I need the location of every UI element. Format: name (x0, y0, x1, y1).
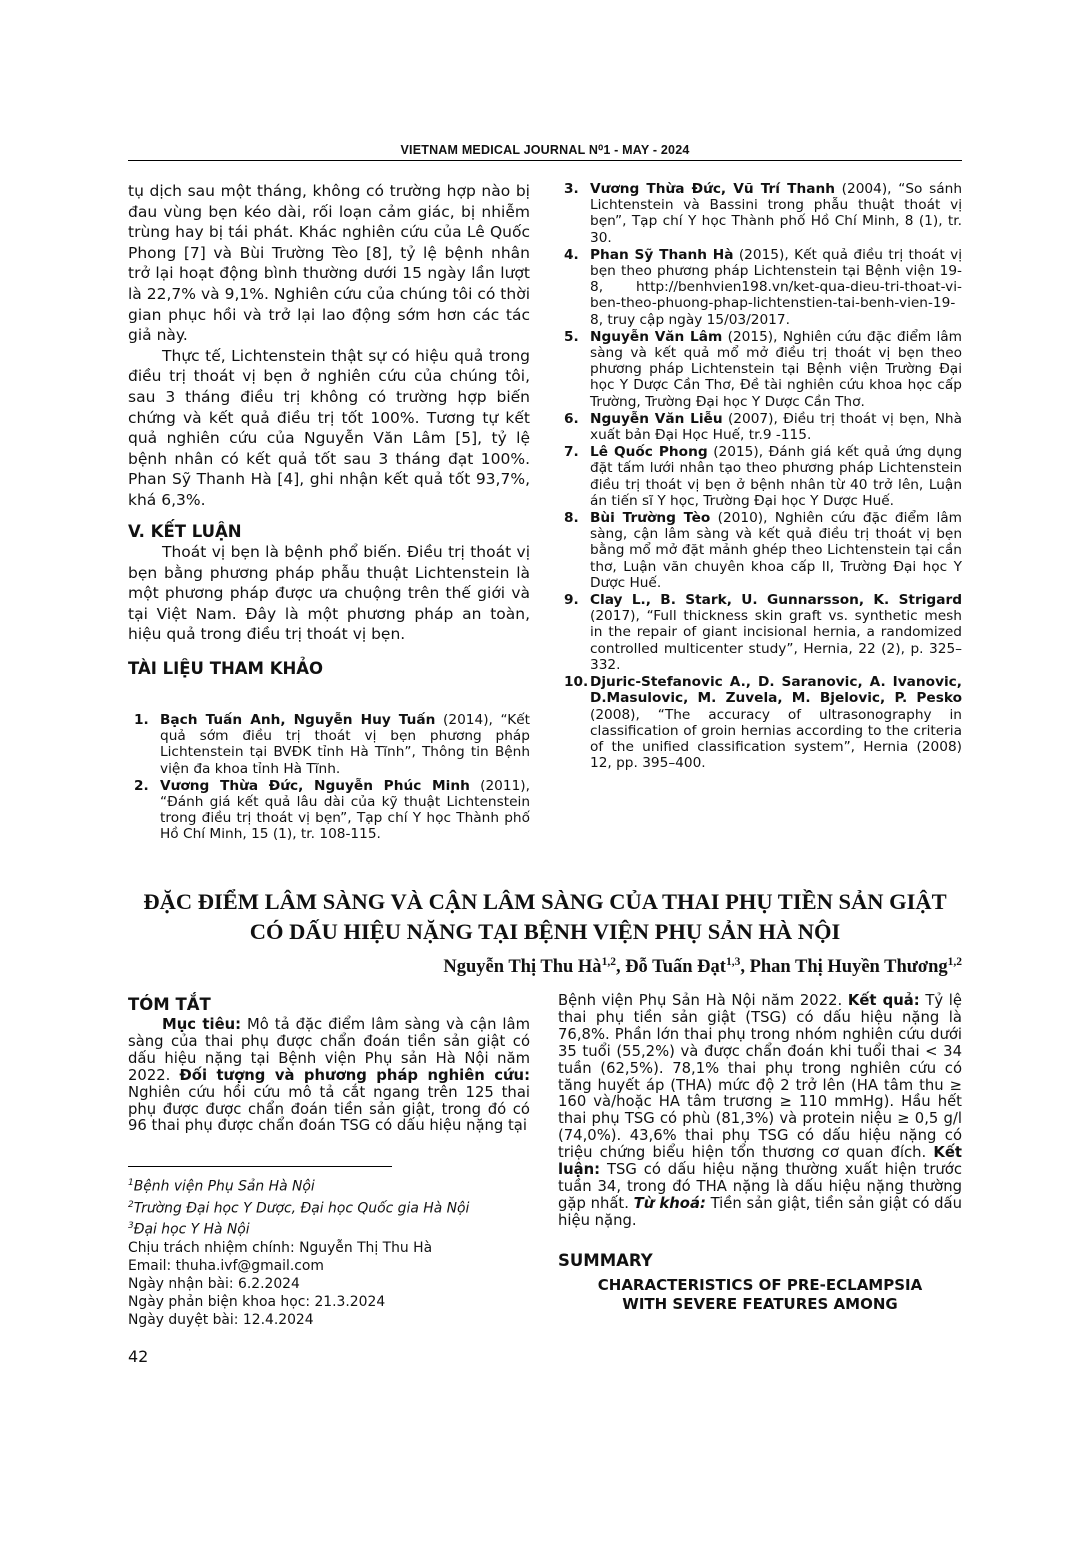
date-reviewed: Ngày phản biện khoa học: 21.3.2024 (128, 1293, 386, 1310)
summary-title (558, 1276, 962, 1314)
page-number: 42 (128, 1347, 149, 1366)
keywords-text: Tiền sản giật, tiền sản giật có dấu hiệu nặng. (558, 1194, 962, 1229)
reference-authors: Vương Thừa Đức, Nguyễn Phúc Minh (160, 777, 470, 794)
left-column-body (128, 181, 530, 680)
results-intro: Bệnh viện Phụ Sản Hà Nội năm 2022. (558, 992, 848, 1009)
summary-title-line-2: WITH SEVERE FEATURES AMONG (622, 1295, 898, 1313)
reference-item (558, 247, 962, 328)
reference-number: 5. (564, 328, 579, 345)
reference-item (128, 712, 530, 777)
abstract-paragraph (128, 1017, 530, 1135)
author-affiliation: 1,3 (725, 956, 741, 968)
summary-heading: SUMMARY (558, 1251, 653, 1270)
reference-item (558, 329, 962, 410)
reference-item (558, 592, 962, 673)
reference-text: (2007), Điều trị thoát vị bẹn, Nhà xuất bản Đại Học Huế, tr.9 -115. (590, 410, 962, 444)
reference-authors: Bùi Trường Tèo (590, 510, 711, 527)
methods-label: Đối tượng và phương pháp nghiên cứu: (179, 1066, 530, 1084)
email: Email: thuha.ivf@gmail.com (128, 1257, 324, 1274)
conclusion-heading: V. KẾT LUẬN (128, 521, 242, 541)
affiliation-1 (128, 1174, 528, 1196)
affiliation-text: Bệnh viện Phụ Sản Hà Nội (133, 1178, 315, 1195)
affiliation-mark: 1 (128, 1178, 134, 1188)
reference-text: (2015), Đánh giá kết quả ứng dụng đặt tấm lưới nhân tạo theo phương pháp Lichtenstein điều trị thoát vị bẹn ở bệnh nhân từ 40 trở lên, Luận án tiến sĩ Y học, Trường Đại học Y Dược Huế. (590, 444, 963, 509)
reference-authors: Bạch Tuấn Anh, Nguyễn Huy Tuấn (160, 712, 436, 728)
reference-authors: Nguyễn Văn Lâm (590, 328, 723, 345)
abstract-heading: TÓM TẮT (128, 995, 211, 1014)
reference-text: (2010), Nghiên cứu đặc điểm lâm sàng, cận lâm sàng và kết quả điều trị thoát vị bẹn bằng mổ mở đặt mảnh ghép theo Lichtenstein tại cần thơ, Luận văn chuyên khoa cấp II, Trường Đại học Y Dược Huế. (590, 510, 962, 591)
reference-item (558, 510, 962, 591)
author-name: Phan Thị Huyền Thương (749, 957, 948, 978)
reference-item (558, 674, 962, 771)
reference-authors: Phan Sỹ Thanh Hà (590, 246, 734, 263)
affiliation-3 (128, 1217, 528, 1239)
date-accepted: Ngày duyệt bài: 12.4.2024 (128, 1311, 314, 1328)
reference-text: (2015), Kết quả điều trị thoát vị bẹn theo phương pháp Lichtenstein tại Bệnh viện 19-8, http://benhvien198.vn/ket-qua-dieu-tri-thoat-vi-ben-theo-phuong-phap-lichtenstien-tai-benh-vien-19-8, truy cập ngày 15/03/2017. (590, 246, 962, 328)
results-text: Tỷ lệ thai phụ tiền sản giật (TSG) có dấu hiệu nặng là 76,8%. Phần lớn thai phụ trong nhóm nghiên cứu dưới 35 tuổi (55,2%) và được chẩn đoán khi tuổi thai < 34 tuần (62,5%). 78,1% thai phụ trong nghiên cứu có tăng huyết áp (THA) mức độ 2 trở lên (HA tâm thu ≥ 160 và/hoặc HA tâm trương ≥ 110 mmHg). Hầu hết thai phụ TSG có phù (81,3%) và protein niệu ≥ 0,5 g/l (74,0%). 43,6% thai phụ TSG có dấu hiệu nặng có triệu chứng biểu hiện tổn thương cơ quan đích. (558, 992, 962, 1162)
running-header: VIETNAM MEDICAL JOURNAL N⁰1 - MAY - 2024 (400, 143, 690, 157)
abstract-conclusion-text: TSG có dấu hiệu nặng thường xuất hiện trước tuần 34, trong đó THA nặng là dấu hiệu nặng thường gặp nhất. (558, 1161, 962, 1212)
reference-text: (2014), “Kết quả sớm điều trị thoát vị bẹn phương pháp Lichtenstein tại BVĐK tỉnh Hà Tĩnh”, Thông tin Bệnh viện đa khoa tỉnh Hà Tĩnh. (160, 712, 530, 777)
reference-authors: Clay L., B. Stark, U. Gunnarsson, K. Strigard (590, 592, 962, 609)
author-name: Nguyễn Thị Thu Hà (443, 957, 602, 978)
article-title-line-1: ĐẶC ĐIỂM LÂM SÀNG VÀ CẬN LÂM SÀNG CỦA THAI PHỤ TIỀN SẢN GIẬT (143, 889, 947, 914)
footnote-rule (128, 1166, 392, 1167)
discussion-paragraph-1: tụ dịch sau một tháng, không có trường hợp nào bị đau vùng bẹn kéo dài, rối loạn cảm giác, bị nhiễm trùng hay bị tái phát. Khác nghiên cứu của Lê Quốc Phong [7] và Bùi Trường Tèo [8], tỷ lệ bệnh nhân trở lại hoạt động bình thường dưới 15 ngày lần lượt là 22,7% và 9,1%. Nghiên cứu của chúng tôi có thời gian phục hồi và trở lại lao động sớm hơn các tác giả này. (128, 182, 530, 345)
reference-item (558, 444, 962, 509)
reference-authors: Djuric-Stefanovic A., D. Saranovic, A. Ivanovic, D.Masulovic, M. Zuvela, M. Bjelovic, P. Pesko (590, 674, 962, 707)
keywords-label: Từ khoá: (633, 1194, 706, 1212)
author-name: Đỗ Tuấn Đạt (625, 957, 726, 978)
reference-number: 4. (564, 246, 579, 263)
reference-authors: Lê Quốc Phong (590, 444, 708, 461)
reference-text: (2011), “Đánh giá kết quả lâu dài của kỹ thuật Lichtenstein trong điều trị thoát vị bẹn”, Tạp chí Y học Thành phố Hồ Chí Minh, 15 (1), tr. 108-115. (160, 777, 530, 843)
abstract-left (128, 995, 530, 1135)
abstract-right (558, 993, 962, 1230)
objective-text: Mô tả đặc điểm lâm sàng và cận lâm sàng của thai phụ được chẩn đoán tiền sản giật có dấu hiệu nặng tại Bệnh viện Phụ sản Hà Nội năm 2022. (128, 1016, 530, 1084)
date-received: Ngày nhận bài: 6.2.2024 (128, 1275, 300, 1292)
reference-number: 8. (564, 510, 579, 527)
reference-text: (2015), Nghiên cứu đặc điểm lâm sàng và kết quả mổ mở điều trị thoát vị bẹn theo phương pháp Lichtenstein tại Bệnh viện Trường Đại học Y Dược Cần Thơ, Đề tài nghiên cứu khoa học cấp Trường, Trường Đại học Y Dược Cần Thơ. (590, 328, 962, 410)
summary-title-line-1: CHARACTERISTICS OF PRE-ECLAMPSIA (597, 1276, 923, 1294)
reference-number: 9. (564, 592, 579, 609)
discussion-paragraph-2: Thực tế, Lichtenstein thật sự có hiệu quả trong điều trị thoát vị bẹn ở nghiên cứu của chúng tôi, sau 3 tháng điều trị không có trường hợp biến chứng và kết quả điều trị tốt 100%. Tương tự kết quả nghiên cứu của Nguyễn Văn Lâm [5], tỷ lệ bệnh nhân có kết quả tốt sau 3 tháng đạt 100%. Phan Sỹ Thanh Hà [4], ghi nhận kết quả tốt 93,7%, khá 6,3%. (128, 346, 530, 509)
article-title (128, 887, 962, 947)
methods-text: Nghiên cứu hồi cứu mô tả cắt ngang trên 125 thai phụ được được chẩn đoán tiền sản giật, trong đó có 96 thai phụ được chẩn đoán TSG có dấu hiệu nặng tại (128, 1083, 530, 1135)
references-list-right (558, 181, 962, 772)
reference-item (558, 411, 962, 443)
reference-text: (2017), “Full thickness skin graft vs. synthetic mesh in the repair of giant incisional hernia, a randomized controlled multicenter study”, Hernia, 22 (2), p. 325–332. (590, 608, 962, 673)
references-heading: TÀI LIỆU THAM KHẢO (128, 659, 324, 679)
author-affiliation: 1,2 (601, 956, 616, 968)
reference-item (128, 778, 530, 843)
affiliation-text: Trường Đại học Y Dược, Đại học Quốc gia Hà Nội (133, 1200, 470, 1217)
reference-text: (2008), “The accuracy of ultrasonography in classification of groin hernias according to the criteria of the unified classification system”, Hernia (2008) 12, pp. 395–400. (590, 706, 962, 772)
reference-number: 1. (134, 712, 149, 728)
reference-authors: Vương Thừa Đức, Vũ Trí Thanh (590, 181, 835, 197)
author-affiliation: 1,2 (947, 956, 962, 968)
conclusion-paragraph: Thoát vị bẹn là bệnh phổ biến. Điều trị thoát vị bẹn bằng phương pháp phẫu thuật Lichtenstein là một phương pháp được ưa chuộng trên thế giới và tại Việt Nam. Đây là một phương pháp an toàn, hiệu quả trong điều trị thoát vị bẹn. (128, 543, 530, 644)
header-rule (128, 160, 962, 161)
article-title-line-2: CÓ DẤU HIỆU NẶNG TẠI BỆNH VIỆN PHỤ SẢN HÀ NỘI (249, 919, 841, 944)
reference-number: 10. (564, 674, 589, 691)
affiliation-2 (128, 1196, 528, 1218)
abstract-conclusion-label: Kết luận: (558, 1144, 962, 1179)
reference-number: 2. (134, 777, 149, 794)
reference-text: (2004), “So sánh Lichtenstein và Bassini trong phẫu thuật thoát vị bẹn”, Tạp chí Y học Thành phố Hồ Chí Minh, 8 (1), tr. 30. (590, 181, 962, 246)
objective-label: Mục tiêu: (162, 1016, 242, 1033)
abstract-continued (558, 993, 962, 1230)
reference-number: 7. (564, 444, 579, 461)
footnotes (128, 1174, 528, 1329)
affiliation-mark: 3 (128, 1221, 134, 1232)
reference-number: 6. (564, 410, 579, 427)
affiliation-text: Đại học Y Hà Nội (133, 1221, 250, 1238)
corresponding-author: Chịu trách nhiệm chính: Nguyễn Thị Thu Hà (128, 1239, 433, 1256)
affiliation-mark: 2 (128, 1199, 134, 1210)
results-label: Kết quả: (847, 992, 920, 1009)
reference-authors: Nguyễn Văn Liễu (590, 410, 723, 427)
article-authors: Nguyễn Thị Thu Hà$^{1,2}$, Đỗ Tuấn Đạt$^{1,3}$, Phan Thị Huyền Thương$^{1,2}$ (443, 956, 962, 978)
reference-item (558, 181, 962, 246)
reference-number: 3. (564, 181, 579, 197)
references-list-left (128, 712, 530, 844)
